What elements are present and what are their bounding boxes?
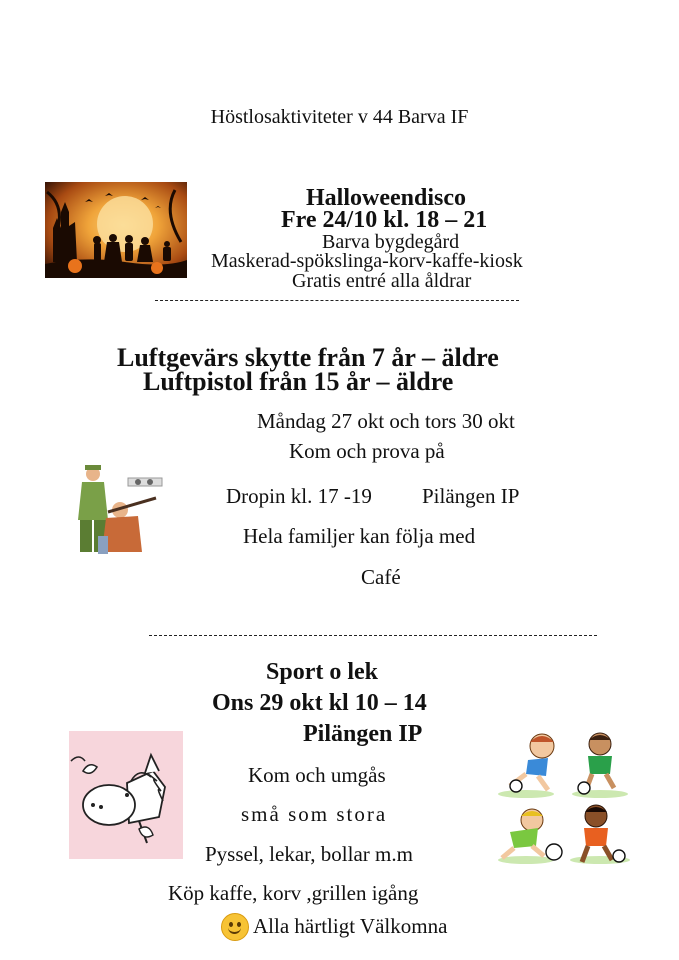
halloween-date: Fre 24/10 kl. 18 – 21 <box>281 207 488 233</box>
sport-title: Sport o lek <box>266 659 379 685</box>
hobby-horse-image <box>69 731 183 859</box>
page-title: Höstlosaktiviteter v 44 Barva IF <box>210 106 469 128</box>
halloween-title: Halloweendisco <box>306 185 466 211</box>
air-rifle-shooting-image <box>68 460 166 556</box>
shooting-family: Hela familjer kan följa med <box>243 524 476 548</box>
shooting-cafe: Café <box>361 565 401 589</box>
shooting-dates: Måndag 27 okt och tors 30 okt <box>257 409 515 433</box>
halloween-silhouette-image <box>45 182 187 278</box>
sport-date: Ons 29 okt kl 10 – 14 <box>212 690 427 716</box>
sport-buy: Köp kaffe, korv ,grillen igång <box>168 881 419 905</box>
kids-football-image <box>488 728 638 870</box>
divider <box>149 635 597 636</box>
sport-come: Kom och umgås <box>248 763 386 787</box>
shooting-heading-pistol: Luftpistol från 15 år – äldre <box>143 367 454 396</box>
halloween-activities: Maskerad-spökslinga-korv-kaffe-kiosk <box>211 250 523 272</box>
sport-crafts: Pyssel, lekar, bollar m.m <box>205 842 413 866</box>
shooting-dropin-time: Dropin kl. 17 -19 <box>226 484 372 508</box>
shooting-try: Kom och prova på <box>289 439 445 463</box>
divider <box>155 300 519 301</box>
shooting-heading-rifle: Luftgevärs skytte från 7 år – äldre <box>117 343 499 372</box>
sport-place: Pilängen IP <box>303 721 423 747</box>
halloween-entry: Gratis entré alla åldrar <box>292 270 472 292</box>
sport-welcome: Alla härtligt Välkomna <box>253 914 448 938</box>
halloween-place: Barva bygdegård <box>322 231 460 253</box>
smiley-icon <box>221 913 249 941</box>
sport-all-ages: små som stora <box>241 802 388 826</box>
shooting-place: Pilängen IP <box>422 484 520 508</box>
